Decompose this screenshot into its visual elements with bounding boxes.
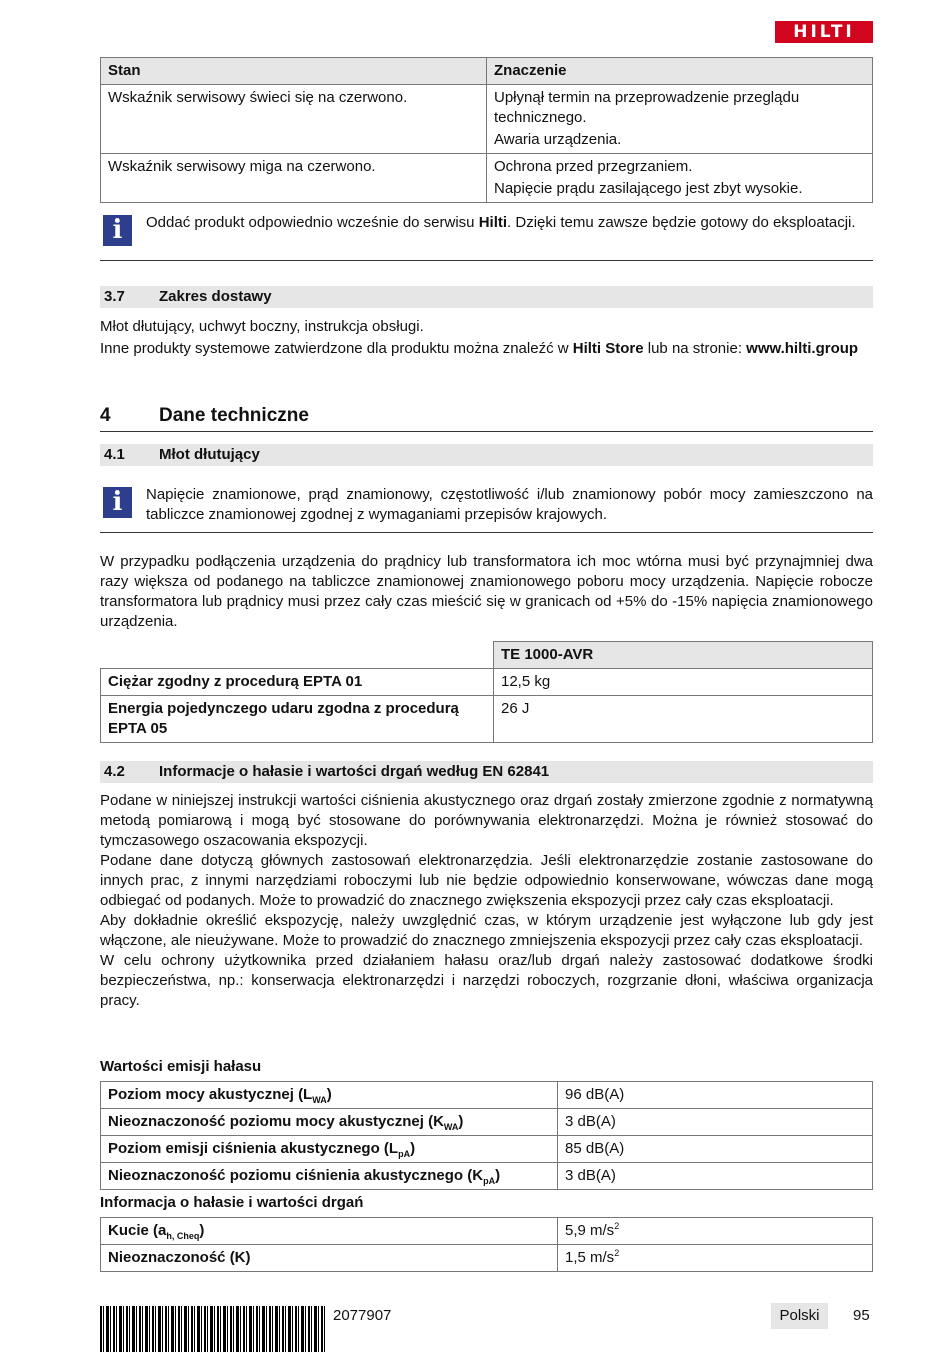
state-cell: Wskaźnik serwisowy miga na czerwono. xyxy=(101,154,487,203)
spec-value: 26 J xyxy=(494,696,873,743)
meaning-line: Upłynął termin na przeprowadzenie przeglądu technicznego. xyxy=(494,89,800,126)
info-icon: i xyxy=(103,487,132,518)
meaning-cell xyxy=(487,154,873,203)
chapter-heading-4 xyxy=(100,403,873,432)
noise-label: Nieoznaczoność poziomu ciśnienia akustycznego $(K_{pA})$ xyxy=(101,1163,558,1190)
table-row xyxy=(101,1163,873,1190)
vibration-value: 1,5 $m/s^2$ xyxy=(558,1245,873,1272)
table-row xyxy=(101,85,873,154)
section-title: Zakres dostawy xyxy=(159,288,272,305)
info-note xyxy=(100,485,873,533)
chapter-title: Dane techniczne xyxy=(159,405,309,426)
delivery-line: Inne produkty systemowe zatwierdzone dla produktu można znaleźć w Hilti Store lub na stronie: www.hilti.group xyxy=(100,340,859,357)
vibration-label: Kucie $(a_{h, Cheq})$ xyxy=(101,1218,558,1245)
vibration-value: 5,9 $m/s^2$ xyxy=(558,1218,873,1245)
column-header: Stan xyxy=(101,58,487,85)
meaning-cell xyxy=(487,85,873,154)
barcode-image xyxy=(100,1306,326,1352)
table-row xyxy=(101,669,873,696)
meaning-line: Awaria urządzenia. xyxy=(494,131,622,148)
noise-paragraph: Podane w niniejszej instrukcji wartości ciśnienia akustycznego oraz drgań zostały zmierzone zgodnie z normatywną metodą pomiarową i mogą być stosowane do porównywania elektronarzędzi. Można je również stosować do tymczasowego oszacowania ekspozycji. xyxy=(100,792,873,849)
vibration-label: Nieoznaczoność (K) xyxy=(101,1245,558,1272)
delivery-line: Młot dłutujący, uchwyt boczny, instrukcja obsługi. xyxy=(100,318,424,335)
table-row xyxy=(101,1109,873,1136)
empty-header-cell xyxy=(101,642,494,669)
vibration-table-title: Informacja o hałasie i wartości drgań xyxy=(100,1194,364,1211)
meaning-line: Ochrona przed przegrzaniem. xyxy=(494,158,693,175)
section-heading-4-2 xyxy=(100,761,873,783)
generator-paragraph: W przypadku podłączenia urządzenia do prądnicy lub transformatora ich moc wtórna musi być przynajmniej dwa razy większa od podanego na tabliczce znamionowej znamionowego poboru mocy urządzenia. Napięcie robocze transformatora lub prądnicy musi przez cały czas mieścić się w granicach od +5% do -15% napięcia znamionowego urządzenia. xyxy=(100,553,873,630)
info-text: Napięcie znamionowe, prąd znamionowy, częstotliwość i/lub znamionowy pobór mocy zamieszczono na tabliczce znamionowej zgodnej z wymaganiami przepisów krajowych. xyxy=(146,486,873,523)
meaning-line: Napięcie prądu zasilającego jest zbyt wysokie. xyxy=(494,180,803,197)
table-row xyxy=(101,696,873,743)
section-number: 4.2 xyxy=(104,763,125,780)
section-number: 4.1 xyxy=(104,446,125,463)
table-row xyxy=(101,1082,873,1109)
noise-value: 3 dB(A) xyxy=(558,1109,873,1136)
section-heading-3-7 xyxy=(100,286,873,308)
table-row xyxy=(101,1136,873,1163)
noise-table xyxy=(100,1081,873,1190)
model-header: TE 1000-AVR xyxy=(494,642,873,669)
delivery-text xyxy=(100,317,873,359)
spec-label: Energia pojedynczego udaru zgodna z procedurą EPTA 05 xyxy=(101,696,494,743)
info-note xyxy=(100,213,873,261)
section-title: Informacje o hałasie i wartości drgań według EN 62841 xyxy=(159,763,550,780)
section-heading-4-1 xyxy=(100,444,873,466)
noise-value: 85 dB(A) xyxy=(558,1136,873,1163)
page-number: 95 xyxy=(853,1307,870,1324)
noise-value: 96 dB(A) xyxy=(558,1082,873,1109)
noise-paragraph: Podane dane dotyczą głównych zastosowań elektronarzędzia. Jeśli elektronarzędzie zostanie zastosowane do innych prac, z innymi narzędziami roboczymi lub nie będzie odpowiednio konserwowane, wówczas dane mogą odbiegać od podanych. Może to prowadzić do znacznego zwiększenia ekspozycji przez cały czas eksploatacji. xyxy=(100,852,873,909)
section-title: Młot dłutujący xyxy=(159,446,260,463)
hilti-logo: HILTI xyxy=(775,21,873,43)
section-number: 3.7 xyxy=(104,288,125,305)
noise-label: Poziom emisji ciśnienia akustycznego $(L_{pA})$ xyxy=(101,1136,558,1163)
state-cell: Wskaźnik serwisowy świeci się na czerwono. xyxy=(101,85,487,154)
spec-label: Ciężar zgodny z procedurą EPTA 01 xyxy=(101,669,494,696)
noise-paragraph: W celu ochrony użytkownika przed działaniem hałasu oraz/lub drgań należy zastosować dodatkowe środki bezpieczeństwa, np.: konserwacja elektronarzędzi i narzędzi roboczych, rozgrzanie dłoni, właściwa organizacja pracy. xyxy=(100,952,873,1009)
table-row xyxy=(101,154,873,203)
info-icon: i xyxy=(103,215,132,246)
spec-table xyxy=(100,641,873,743)
language-label: Polski xyxy=(771,1303,828,1329)
info-text: Oddać produkt odpowiednio wcześnie do serwisu Hilti. Dzięki temu zawsze będzie gotowy do eksploatacji. xyxy=(146,214,856,231)
vibration-table xyxy=(100,1217,873,1272)
status-table xyxy=(100,57,873,203)
chapter-number: 4 xyxy=(100,405,111,426)
column-header: Znaczenie xyxy=(487,58,873,85)
noise-table-title: Wartości emisji hałasu xyxy=(100,1058,262,1075)
noise-value: 3 dB(A) xyxy=(558,1163,873,1190)
noise-paragraph: Aby dokładnie określić ekspozycję, należy uwzględnić czas, w którym urządzenie jest wyłączone lub gdy jest włączone, ale nieużywane. Może to prowadzić do znacznego zmniejszenia ekspozycji przez cały czas eksploatacji. xyxy=(100,912,873,949)
document-number: 2077907 xyxy=(333,1307,392,1324)
spec-value: 12,5 kg xyxy=(494,669,873,696)
noise-label: Poziom mocy akustycznej $(L_{WA})$ xyxy=(101,1082,558,1109)
table-row xyxy=(101,1245,873,1272)
noise-text xyxy=(100,791,873,1011)
table-header-row xyxy=(101,642,873,669)
noise-label: Nieoznaczoność poziomu mocy akustycznej $(K_{WA})$ xyxy=(101,1109,558,1136)
table-row xyxy=(101,1218,873,1245)
website-link[interactable]: www.hilti.group xyxy=(746,340,859,357)
table-header-row xyxy=(101,58,873,85)
